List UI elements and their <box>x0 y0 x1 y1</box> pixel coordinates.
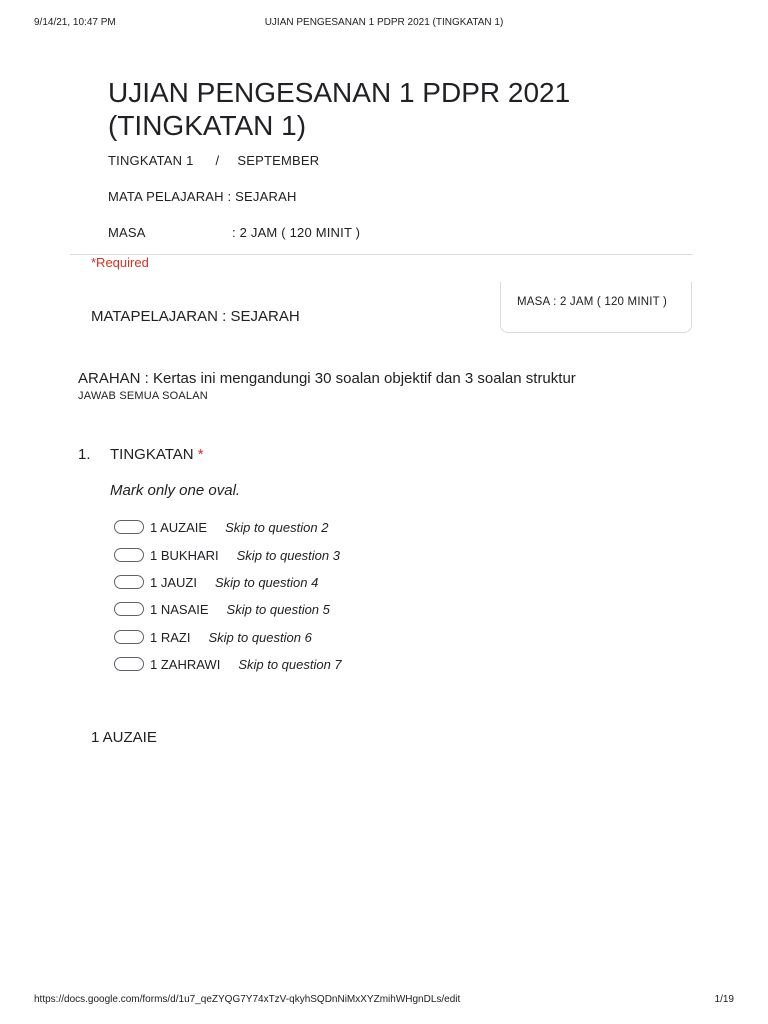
option-1-nasaie[interactable] <box>114 600 330 618</box>
option-skip-text: Skip to question 6 <box>208 629 312 645</box>
section-time-text: MASA : 2 JAM ( 120 MINIT ) <box>517 296 668 308</box>
radio-oval[interactable] <box>114 657 144 671</box>
print-doc-title: UJIAN PENGESANAN 1 PDPR 2021 (TINGKATAN 1) <box>264 17 504 28</box>
header-divider <box>70 254 693 255</box>
form-title: UJIAN PENGESANAN 1 PDPR 2021 (TINGKATAN 1) <box>108 77 571 141</box>
question-number: 1. <box>78 446 91 463</box>
option-label: 1 RAZI <box>150 629 191 645</box>
print-url: https://docs.google.com/forms/d/1u7_qeZYQG7Y74xTzV-qkyhSQDnNiMxXYZmihWHgnDLs/edit <box>34 994 461 1005</box>
form-description-line-2: MATA PELAJARAH : SEJARAH <box>108 189 297 204</box>
instructions-subtitle: JAWAB SEMUA SOALAN <box>78 390 208 402</box>
desc-tingkatan: TINGKATAN 1 <box>108 153 194 168</box>
radio-oval[interactable] <box>114 630 144 644</box>
radio-oval[interactable] <box>114 602 144 616</box>
option-label: 1 ZAHRAWI <box>150 656 221 672</box>
desc-separator: / <box>215 153 220 168</box>
option-1-razi[interactable] <box>114 628 312 646</box>
section-title: MATAPELAJARAN : SEJARAH <box>91 308 300 325</box>
print-page-number: 1/19 <box>714 994 734 1005</box>
question-title-text: TINGKATAN <box>110 446 194 463</box>
required-note: *Required <box>91 255 149 270</box>
option-skip-text: Skip to question 5 <box>226 601 330 617</box>
option-1-auzaie[interactable] <box>114 518 328 536</box>
option-skip-text: Skip to question 4 <box>214 574 319 590</box>
print-datetime: 9/14/21, 10:47 PM <box>34 17 116 28</box>
question-hint: Mark only one oval. <box>110 482 241 499</box>
option-label: 1 JAUZI <box>150 574 197 590</box>
option-1-zahrawi[interactable] <box>114 655 342 673</box>
form-description-line-3 <box>108 225 360 240</box>
radio-oval[interactable] <box>114 575 144 589</box>
option-label: 1 AUZAIE <box>150 519 208 535</box>
option-skip-text: Skip to question 7 <box>238 656 342 672</box>
option-label: 1 BUKHARI <box>150 547 219 563</box>
next-section-title: 1 AUZAIE <box>91 729 157 746</box>
option-label: 1 NASAIE <box>150 601 209 617</box>
required-asterisk: * <box>197 446 204 463</box>
form-description-line-1 <box>108 153 319 168</box>
question-title <box>110 446 204 463</box>
desc-month: SEPTEMBER <box>237 153 320 168</box>
radio-oval[interactable] <box>114 548 144 562</box>
option-skip-text: Skip to question 2 <box>225 519 329 535</box>
instructions-title: ARAHAN : Kertas ini mengandungi 30 soalan objektif dan 3 soalan struktur <box>78 370 576 387</box>
option-1-bukhari[interactable] <box>114 546 340 564</box>
option-skip-text: Skip to question 3 <box>236 547 340 563</box>
desc-masa-label: MASA <box>108 225 146 240</box>
option-1-jauzi[interactable] <box>114 573 318 591</box>
radio-oval[interactable] <box>114 520 144 534</box>
desc-masa-value: : 2 JAM ( 120 MINIT ) <box>232 225 361 240</box>
